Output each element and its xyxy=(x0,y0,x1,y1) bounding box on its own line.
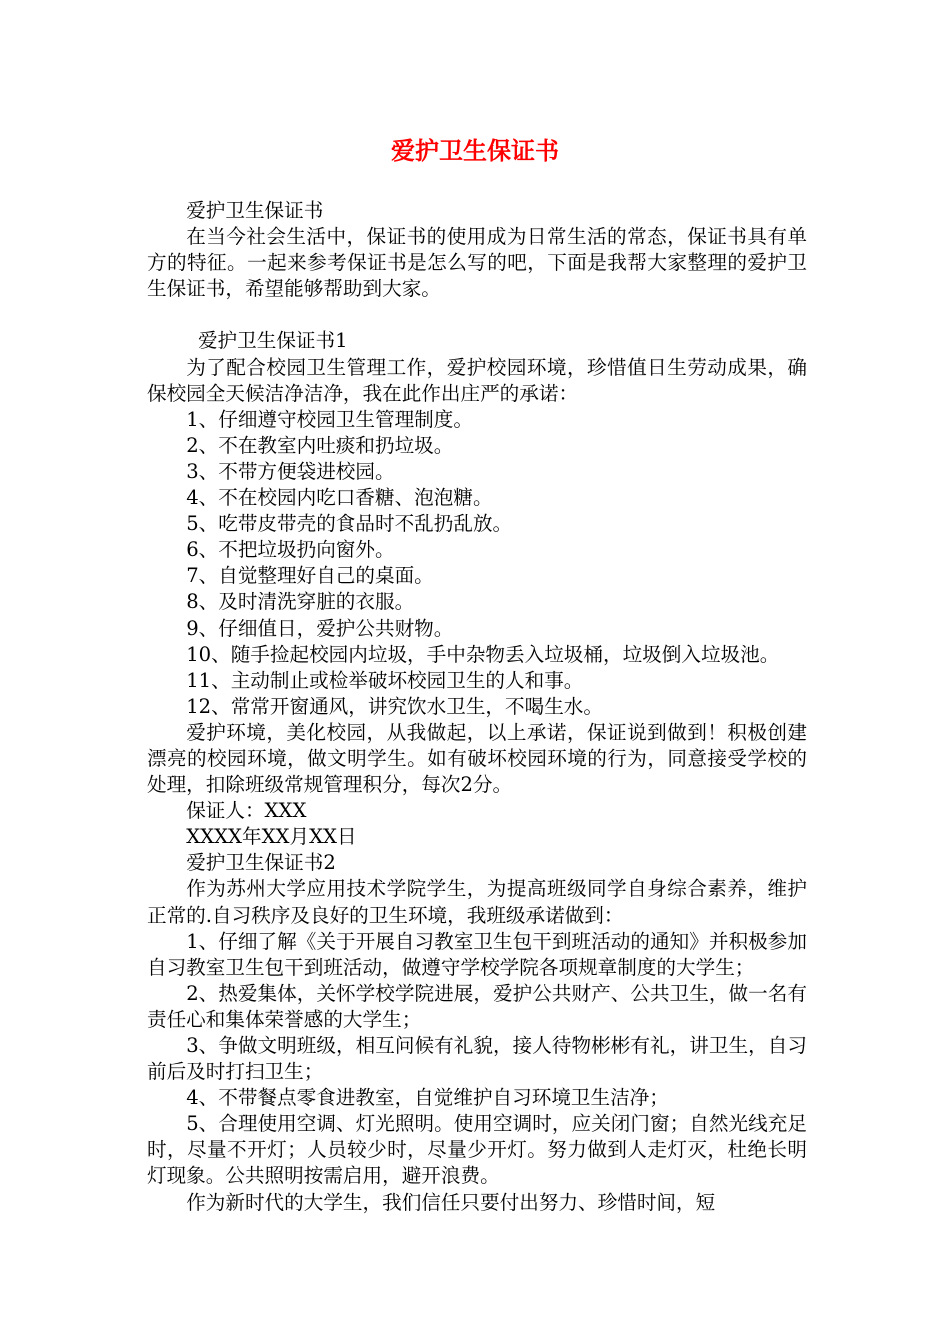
paragraph: 2、不在教室内吐痰和扔垃圾。 xyxy=(186,433,454,457)
paragraph: 在当今社会生活中，保证书的使用成为日常生活的常态，保证书具有单方的特征。一起来参考保证书是怎么写的吧，下面是我帮大家整理的爱护卫生保证书，希望能够帮助到大家。 xyxy=(147,225,807,301)
paragraph: 3、争做文明班级，相互问候有礼貌，接人待物彬彬有礼，讲卫生，自习前后及时打扫卫生； xyxy=(147,1034,807,1084)
paragraph: 保证人：XXX xyxy=(186,799,307,823)
paragraph: 5、吃带皮带壳的食品时不乱扔乱放。 xyxy=(186,512,513,536)
paragraph: 1、仔细了解《关于开展自习教室卫生包干到班活动的通知》并积极参加自习教室卫生包干到班活动，做遵守学校学院各项规章制度的大学生； xyxy=(147,929,807,979)
paragraph: 爱护环境，美化校园，从我做起，以上承诺，保证说到做到！积极创建漂亮的校园环境，做文明学生。如有破坏校园环境的行为，同意接受学校的处理，扣除班级常规管理积分，每次2分。 xyxy=(147,720,807,797)
paragraph: 4、不带餐点零食进教室，自觉维护自习环境卫生洁净； xyxy=(186,1086,669,1110)
paragraph: 作为苏州大学应用技术学院学生，为提高班级同学自身综合素养，维护正常的.自习秩序及良好的卫生环境，我班级承诺做到： xyxy=(147,877,807,927)
paragraph: 11、主动制止或检举破坏校园卫生的人和事。 xyxy=(186,668,584,692)
document-body xyxy=(147,198,807,1216)
paragraph: 12、常常开窗通风，讲究饮水卫生，不喝生水。 xyxy=(186,694,603,718)
paragraph: 8、及时清洗穿脏的衣服。 xyxy=(186,590,415,614)
paragraph: 爱护卫生保证书2 xyxy=(186,851,336,875)
paragraph: 为了配合校园卫生管理工作，爱护校园环境，珍惜值日生劳动成果，确保校园全天候洁净洁净，我在此作出庄严的承诺： xyxy=(147,355,807,405)
paragraph: 作为新时代的大学生，我们信任只要付出努力、珍惜时间，短 xyxy=(186,1190,716,1214)
blank-line xyxy=(147,302,807,328)
paragraph: 5、合理使用空调、灯光照明。使用空调时，应关闭门窗；自然光线充足时，尽量不开灯；人员较少时，尽量少开灯。努力做到人走灯灭，杜绝长明灯现象。公共照明按需启用，避开浪费。 xyxy=(147,1112,807,1188)
paragraph: 爱护卫生保证书1 xyxy=(197,329,348,353)
paragraph: 1、仔细遵守校园卫生管理制度。 xyxy=(186,407,473,431)
document-title: 爱护卫生保证书 xyxy=(391,137,559,165)
paragraph: 6、不把垃圾扔向窗外。 xyxy=(186,538,395,562)
paragraph: 7、自觉整理好自己的桌面。 xyxy=(186,564,434,588)
paragraph: 10、随手捡起校园内垃圾，手中杂物丢入垃圾桶，垃圾倒入垃圾池。 xyxy=(186,642,780,666)
paragraph: 2、热爱集体，关怀学校学院进展，爱护公共财产、公共卫生，做一名有责任心和集体荣誉感的大学生； xyxy=(147,981,807,1031)
paragraph: 3、不带方便袋进校园。 xyxy=(186,459,395,483)
paragraph: 4、不在校园内吃口香糖、泡泡糖。 xyxy=(186,486,493,510)
paragraph: 爱护卫生保证书 xyxy=(186,199,324,222)
paragraph: XXXX年XX月XX日 xyxy=(186,825,357,849)
paragraph: 9、仔细值日，爱护公共财物。 xyxy=(186,616,454,640)
